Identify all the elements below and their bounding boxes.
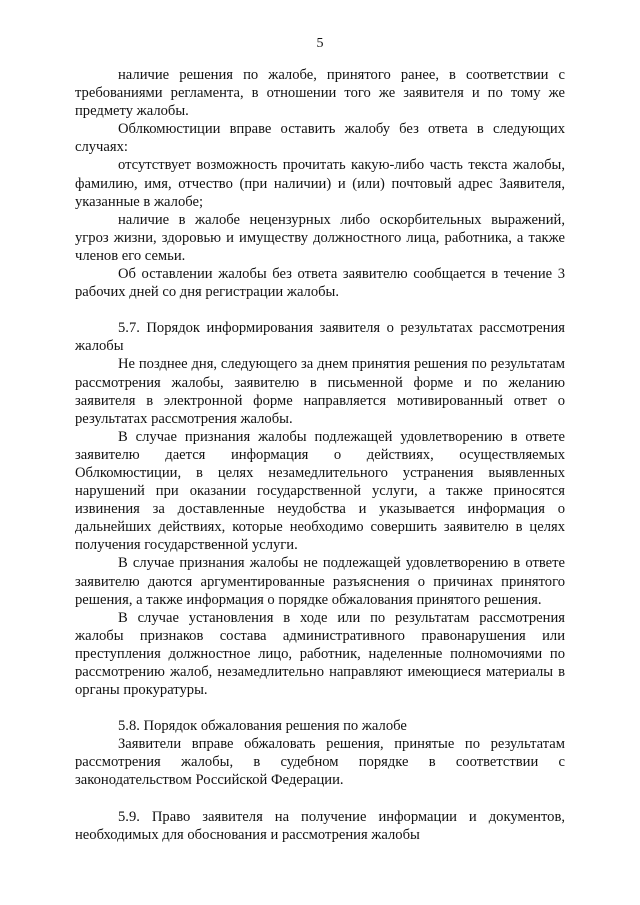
paragraph: отсутствует возможность прочитать какую-либо часть текста жалобы, фамилию, имя, отчество (при наличии) и (или) почтовый адрес Заявителя, указанные в жалобе; [75,157,565,210]
paragraph: наличие решения по жалобе, принятого ранее, в соответствии с требованиями регламента, в отношении того же заявителя и по тому же предмету жалобы. [75,67,565,120]
paragraph: В случае признания жалобы не подлежащей удовлетворению в ответе заявителю даются аргументированные разъяснения о причинах принятого решения, а также информация о порядке обжалования принятого решения. [75,555,565,608]
paragraph: В случае установления в ходе или по результатам рассмотрения жалобы признаков состава административного правонарушения или преступления должностное лицо, работник, наделенные полномочиями по рассмотрению жалоб, незамедлительно направляют имеющиеся материалы в органы прокуратуры. [75,609,565,699]
paragraph: Облкомюстиции вправе оставить жалобу без ответа в следующих случаях: [75,121,565,156]
section-gap [75,301,565,319]
paragraph: Об оставлении жалобы без ответа заявителю сообщается в течение 3 рабочих дней со дня регистрации жалобы. [75,266,565,301]
paragraph: наличие в жалобе нецензурных либо оскорбительных выражений, угроз жизни, здоровью и имуществу должностного лица, работника, а также членов его семьи. [75,211,565,264]
section-heading-5-8: 5.8. Порядок обжалования решения по жалобе [118,718,407,735]
section-gap [75,699,565,717]
paragraph: В случае признания жалобы подлежащей удовлетворению в ответе заявителю дается информация о действиях, осуществляемых Облкомюстиции, в целях незамедлительного устранения выявленных нарушений при оказании государственной услуги, а также приносятся извинения за доставленные неудобства и указывается информация о дальнейших действиях, которые необходимо совершить заявителю в целях получения государственной услуги. [75,428,565,554]
paragraph: Не позднее дня, следующего за днем принятия решения по результатам рассмотрения жалобы, заявителю в письменной форме и по желанию заявителя в электронной форме направляется мотивированный ответ о результатах рассмотрения жалобы. [75,356,565,427]
paragraph: Заявители вправе обжаловать решения, принятые по результатам рассмотрения жалобы, в судебном порядке в соответствии с законодательством Российской Федерации. [75,736,565,789]
section-heading-5-9: 5.9. Право заявителя на получение информации и документов, необходимых для обоснования и рассмотрения жалобы [75,808,565,843]
section-heading-5-7: 5.7. Порядок информирования заявителя о результатах рассмотрения жалобы [75,320,565,355]
section-gap [75,790,565,808]
document-body [75,66,565,844]
page-number: 5 [316,36,324,51]
